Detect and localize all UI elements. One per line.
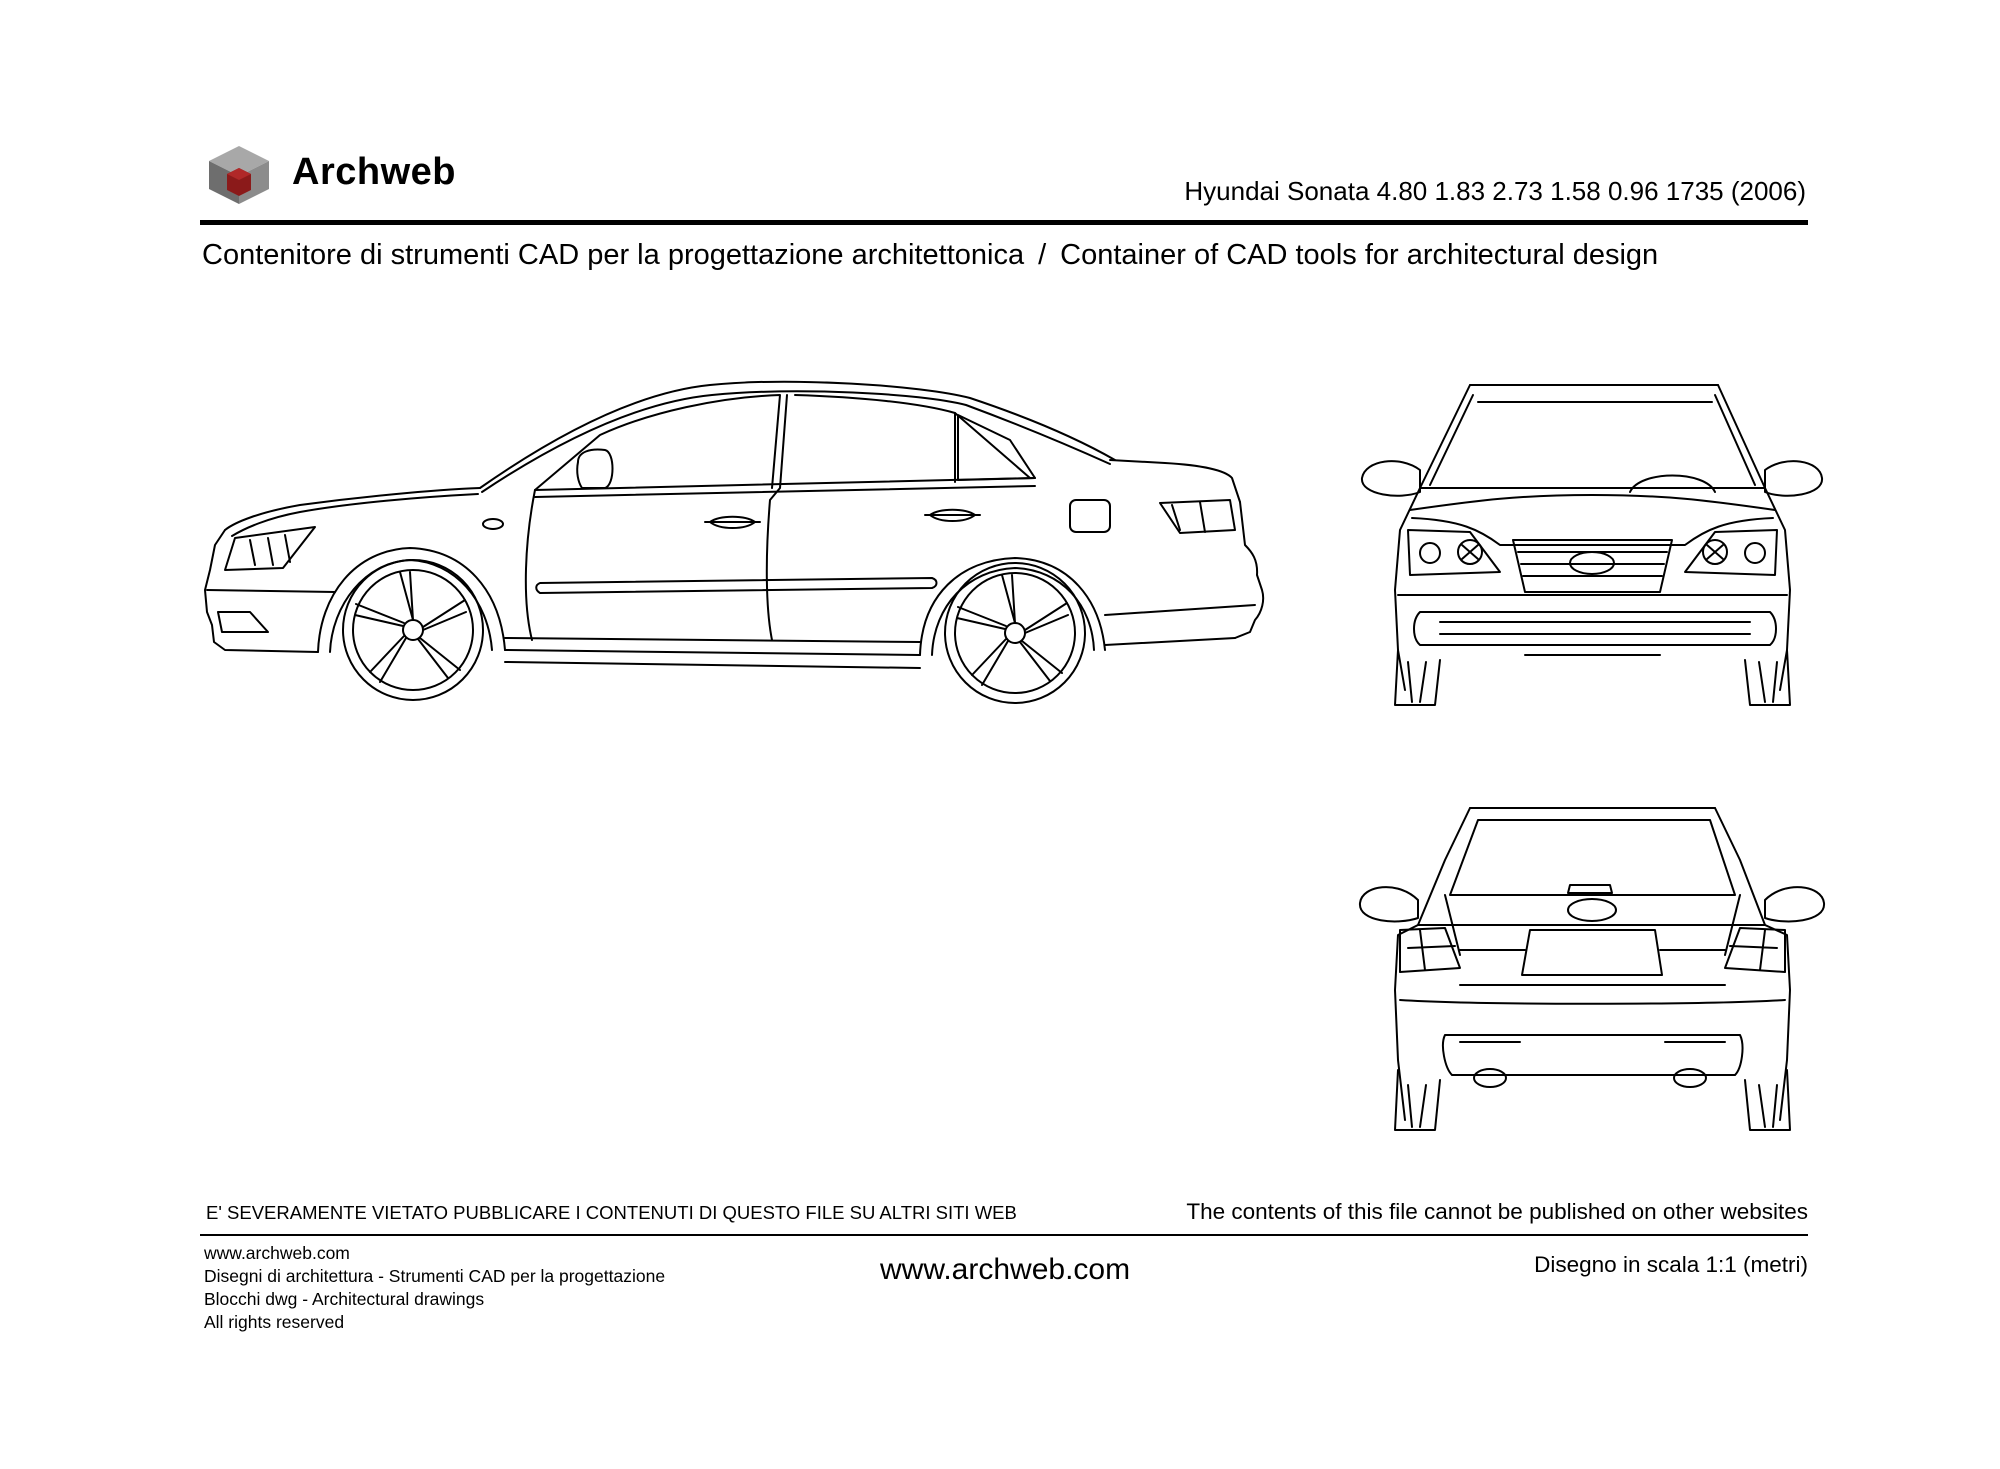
car-side-view	[200, 375, 1270, 715]
footer-line-blocchi: Blocchi dwg - Architectural drawings	[204, 1289, 485, 1309]
right-front-tire	[1745, 650, 1790, 705]
subtitle-italian: Contenitore di strumenti CAD per la progettazione architettonica	[202, 239, 1025, 271]
rear-badge	[1568, 899, 1616, 921]
roof-inner-line	[482, 391, 1110, 492]
left-exhaust	[1474, 1069, 1506, 1087]
fuel-door	[1070, 500, 1110, 532]
grille	[1513, 540, 1672, 592]
model-info: Hyundai Sonata 4.80 1.83 2.73 1.58 0.96 1735 (2006)	[1184, 176, 1806, 206]
hood-line	[225, 488, 480, 530]
warning-italian: E' SEVERAMENTE VIETATO PUBBLICARE I CONTENUTI DI QUESTO FILE SU ALTRI SITI WEB	[206, 1202, 1017, 1223]
scale-note: Disegno in scala 1:1 (metri)	[1534, 1252, 1808, 1277]
archweb-cube-icon	[206, 144, 272, 206]
right-mirror	[1765, 461, 1822, 496]
left-mirror	[1362, 461, 1420, 496]
front-wheel	[343, 560, 483, 700]
hood-edge	[1410, 495, 1775, 510]
trunk-line	[1110, 460, 1240, 502]
front-bumper-intake	[1414, 612, 1776, 645]
footer-line-rights: All rights reserved	[204, 1312, 345, 1332]
left-front-tire	[1395, 650, 1440, 705]
left-tail-light	[1400, 928, 1460, 972]
car-front-view	[1355, 380, 1815, 710]
rear-window	[1450, 820, 1735, 895]
page-subtitle	[202, 237, 1808, 273]
roof-line	[480, 382, 1115, 488]
rear-left-mirror	[1360, 887, 1418, 921]
footer-info	[204, 1242, 665, 1334]
footer-divider	[200, 1234, 1808, 1236]
car-rear-view	[1355, 800, 1815, 1135]
rear-body	[1235, 502, 1263, 638]
front-door	[526, 490, 535, 640]
right-exhaust	[1674, 1069, 1706, 1087]
side-molding	[536, 578, 936, 593]
subtitle-separator: /	[1038, 239, 1047, 271]
footer-line-website: www.archweb.com	[204, 1243, 350, 1263]
fog-light	[218, 612, 268, 632]
rear-right-mirror	[1765, 887, 1824, 921]
windshield	[1420, 385, 1765, 488]
rear-wheel	[945, 563, 1085, 703]
footer-line-disegni: Disegni di architettura - Strumenti CAD per la progettazione	[204, 1266, 666, 1286]
footer-url[interactable]: www.archweb.com	[880, 1253, 1131, 1286]
right-tail-light	[1725, 928, 1785, 972]
header-divider	[200, 220, 1808, 225]
license-plate-recess	[1522, 930, 1662, 975]
logo-text: Archweb	[292, 151, 456, 193]
warning-english: The contents of this file cannot be published on other websites	[1186, 1199, 1808, 1224]
side-mirror	[577, 450, 612, 489]
rocker-panel	[505, 650, 920, 655]
subtitle-english: Container of CAD tools for architectural design	[1060, 239, 1659, 271]
archweb-logo	[206, 144, 272, 206]
